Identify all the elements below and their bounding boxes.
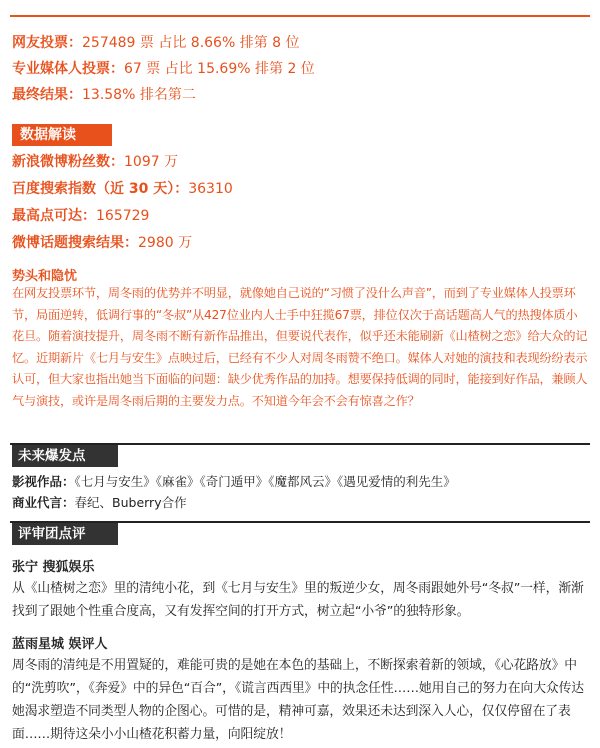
baidu-index-label: 百度搜索指数（近 30 天）： xyxy=(12,181,189,197)
media-vote-value: 67 票 占比 15.69% 排第 2 位 xyxy=(124,61,315,77)
weibo-fans-value: 1097 万 xyxy=(124,154,179,170)
netizen-vote-value: 257489 票 占比 8.66% 排第 8 位 xyxy=(82,35,300,51)
weibo-fans-line xyxy=(12,153,178,171)
momentum-paragraph: 在网友投票环节，周冬雨的优势并不明显，就像她自己说的“习惯了没什么声音”，而到了专业媒体人投票环节，局面逆转，低调行事的“冬叔”从427位业内人士手中狂揽67票，排位仅次于高话题高人气的热搜体质小花旦。随着演技提升，周冬雨不断有新作品推出，但要说代表作，似乎还未能刷新《山楂树之恋》给大众的记忆。近期新片《七月与安生》点映过后，已经有不少人对周冬雨赞不绝口。媒体人对她的演技和表现纷纷表示认可，但大家也指出她当下面临的问题：缺少优秀作品的加持。想要保持低调的同时，能接到好作品，兼顾人气与演技，或许是周冬雨后期的主要发力点。不知道今年会不会有惊喜之作？ xyxy=(12,286,588,408)
final-result-line xyxy=(12,86,196,104)
top-divider xyxy=(10,15,590,17)
baidu-index-value: 36310 xyxy=(188,181,233,197)
netizen-vote-line xyxy=(12,34,300,52)
data-section-tag: 数据解读 xyxy=(12,124,112,146)
future-section-tag: 未来爆发点 xyxy=(12,445,118,467)
weibo-fans-label: 新浪微博粉丝数： xyxy=(12,154,124,170)
momentum-title: 势头和隐忧 xyxy=(12,269,78,284)
films-label: 影视作品： xyxy=(12,474,75,489)
final-result-label: 最终结果： xyxy=(12,87,82,103)
films-line xyxy=(12,473,456,491)
media-vote-label: 专业媒体人投票： xyxy=(12,61,124,77)
netizen-vote-label: 网友投票： xyxy=(12,35,82,51)
peak-line xyxy=(12,207,149,225)
topic-line xyxy=(12,234,192,252)
commercial-line xyxy=(12,494,187,512)
media-vote-line xyxy=(12,60,315,78)
peak-value: 165729 xyxy=(96,208,150,224)
baidu-index-line xyxy=(12,180,233,198)
commercial-label: 商业代言： xyxy=(12,495,75,510)
topic-label: 微博话题搜索结果： xyxy=(12,235,138,251)
topic-value: 2980 万 xyxy=(138,235,193,251)
critics-section-tag: 评审团点评 xyxy=(12,523,118,545)
critic-comment: 周冬雨的清纯是不用置疑的，难能可贵的是她在本色的基础上，不断探索着新的领域，《心花路放》中的“洗剪吹”，《奔爱》中的异色“百合”，《谎言西西里》中的执念任性……她用自己的努力在向大众传达她渴求塑造不同类型人物的企图心。可惜的是，精神可嘉，效果还未达到深入人心，仅仅停留在了表面……期待这朵小小山楂花积蓄力量，向阳绽放！ xyxy=(12,658,584,742)
future-section-header xyxy=(10,443,590,467)
peak-label: 最高点可达： xyxy=(12,208,96,224)
critics-section-header xyxy=(10,521,590,545)
films-value: 《七月与安生》《麻雀》《奇门遁甲》《魔都风云》《遇见爱情的利先生》 xyxy=(74,474,456,489)
final-result-value: 13.58% 排名第二 xyxy=(82,87,196,103)
critic-comment: 从《山楂树之恋》里的清纯小花，到《七月与安生》里的叛逆少女，周冬雨跟她外号“冬叔”一样，渐渐找到了跟她个性重合度高，又有发挥空间的打开方式，树立起“小爷”的独特形象。 xyxy=(12,581,584,619)
critic-name: 蓝雨星城 娱评人 xyxy=(12,637,108,652)
commercial-value: 春纪、Buberry合作 xyxy=(74,495,187,510)
critic-name: 张宁 搜狐娱乐 xyxy=(12,560,95,575)
